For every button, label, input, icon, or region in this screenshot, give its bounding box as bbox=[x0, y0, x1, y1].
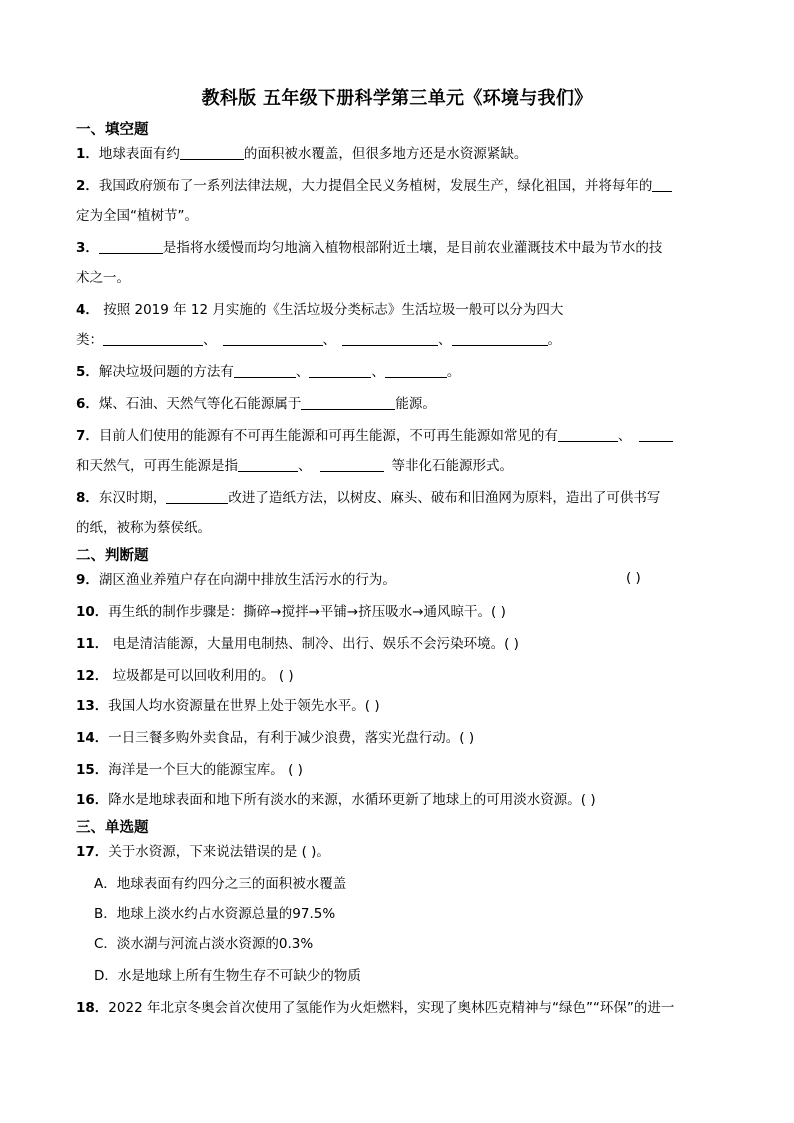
question-17 bbox=[76, 842, 330, 862]
question-text: 按照 2019 年 12 月实施的《生活垃圾分类标志》生活垃圾一般可以分为四大 bbox=[98, 302, 564, 318]
question-2-continued bbox=[76, 206, 198, 226]
answer-blank[interactable] bbox=[385, 363, 447, 378]
option-b[interactable]: B．地球上淡水约占水资源总量的97.5% bbox=[94, 906, 336, 922]
question-text: 的纸，被称为蔡侯纸。 bbox=[76, 520, 211, 536]
answer-blank[interactable] bbox=[309, 363, 371, 378]
question-number: 7． bbox=[76, 428, 99, 444]
question-text: 电是清洁能源，大量用电制热、制冷、出行、娱乐不会污染环境。( ) bbox=[108, 636, 519, 652]
question-number: 14． bbox=[76, 730, 109, 746]
question-15 bbox=[76, 760, 303, 780]
separator: 、 bbox=[438, 332, 452, 348]
question-text: 等非化石能源形式。 bbox=[391, 458, 513, 474]
separator: 。 bbox=[446, 364, 461, 380]
question-number: 3． bbox=[76, 240, 99, 256]
option-a[interactable]: A．地球表面有约四分之三的面积被水覆盖 bbox=[94, 876, 347, 892]
separator: 、 bbox=[203, 332, 217, 348]
answer-blank[interactable] bbox=[234, 363, 296, 378]
separator: 。 bbox=[547, 332, 561, 348]
question-11 bbox=[76, 634, 519, 654]
answer-blank[interactable] bbox=[223, 331, 323, 346]
question-text: 海洋是一个巨大的能源宝库。 ( ) bbox=[108, 762, 303, 778]
answer-blank[interactable] bbox=[320, 457, 384, 472]
separator: 、 bbox=[371, 364, 385, 380]
question-3 bbox=[76, 238, 662, 258]
question-text: 改进了造纸方法，以树皮、麻头、破布和旧渔网为原料，造出了可供书写 bbox=[228, 490, 661, 506]
question-3-continued bbox=[76, 268, 130, 288]
answer-blank[interactable] bbox=[558, 427, 618, 442]
question-text: 是指将水缓慢而均匀地滴入植物根部附近土壤，是目前农业灌溉技术中最为节水的技 bbox=[162, 240, 663, 256]
answer-blank[interactable] bbox=[652, 177, 672, 192]
answer-blank[interactable] bbox=[342, 331, 438, 346]
question-text: 关于水资源，下来说法错误的是 ( )。 bbox=[108, 844, 330, 860]
question-text: 再生纸的制作步骤是：撕碎→搅拌→平铺→挤压吸水→通风晾干。( ) bbox=[108, 604, 506, 620]
question-text: 解决垃圾问题的方法有 bbox=[98, 364, 234, 380]
question-number: 11． bbox=[76, 636, 109, 652]
question-text: 的面积被水覆盖，但很多地方还是水资源紧缺。 bbox=[243, 146, 528, 162]
answer-blank[interactable] bbox=[238, 457, 298, 472]
question-number: 1． bbox=[76, 146, 99, 162]
question-8-continued bbox=[76, 518, 211, 538]
question-text: 降水是地球表面和地下所有淡水的来源，水循环更新了地球上的可用淡水资源。( ) bbox=[108, 792, 596, 808]
question-text: 我国人均水资源量在世界上处于领先水平。( ) bbox=[108, 698, 380, 714]
question-text: 垃圾都是可以回收利用的。 ( ) bbox=[108, 668, 294, 684]
question-number: 4． bbox=[76, 302, 99, 318]
question-number: 6． bbox=[76, 396, 99, 412]
question-number: 13． bbox=[76, 698, 109, 714]
answer-blank[interactable] bbox=[452, 331, 548, 346]
question-13 bbox=[76, 696, 380, 716]
question-number: 18． bbox=[76, 1000, 109, 1016]
section-heading-fill-in: 一、填空题 bbox=[76, 122, 149, 138]
question-9 bbox=[76, 570, 396, 590]
question-text: 能源。 bbox=[395, 396, 436, 412]
separator: 、 bbox=[617, 428, 632, 444]
question-text: 目前人们使用的能源有不可再生能源和可再生能源，不可再生能源如常见的有 bbox=[98, 428, 558, 444]
question-10 bbox=[76, 602, 506, 622]
answer-blank[interactable] bbox=[166, 489, 228, 504]
question-text: 煤、石油、天然气等化石能源属于 bbox=[98, 396, 302, 412]
option-d[interactable]: D．水是地球上所有生物生存不可缺少的物质 bbox=[94, 968, 361, 984]
question-text: 一日三餐多购外卖食品，有利于减少浪费，落实光盘行动。( ) bbox=[108, 730, 475, 746]
question-12 bbox=[76, 666, 294, 686]
section-heading-single-choice: 三、单选题 bbox=[76, 820, 149, 836]
answer-blank[interactable] bbox=[180, 145, 244, 160]
separator: 、 bbox=[322, 332, 336, 348]
answer-blank[interactable] bbox=[639, 427, 673, 442]
question-4-continued bbox=[76, 330, 561, 350]
question-text: 地球表面有约 bbox=[98, 146, 180, 162]
question-text: 2022 年北京冬奥会首次使用了氢能作为火炬燃料，实现了奥林匹克精神与“绿色”“环保”的进一 bbox=[108, 1000, 675, 1016]
answer-blank[interactable] bbox=[99, 239, 163, 254]
question-number: 10． bbox=[76, 604, 109, 620]
question-number: 8． bbox=[76, 490, 99, 506]
question-7-continued bbox=[76, 456, 513, 476]
separator: 、 bbox=[298, 458, 312, 474]
question-8 bbox=[76, 488, 660, 508]
question-text: 术之一。 bbox=[76, 270, 130, 286]
section-heading-true-false: 二、判断题 bbox=[76, 548, 149, 564]
question-5 bbox=[76, 362, 460, 382]
question-14 bbox=[76, 728, 474, 748]
question-16 bbox=[76, 790, 596, 810]
question-number: 17． bbox=[76, 844, 109, 860]
answer-parentheses[interactable]: ( ) bbox=[626, 570, 641, 586]
question-4 bbox=[76, 300, 563, 320]
question-number: 12． bbox=[76, 668, 109, 684]
page-title: 教科版 五年级下册科学第三单元《环境与我们》 bbox=[201, 88, 593, 109]
answer-blank[interactable] bbox=[301, 395, 395, 410]
question-text: 定为全国“植树节”。 bbox=[76, 208, 198, 224]
question-7 bbox=[76, 426, 673, 446]
question-text: 我国政府颁布了一系列法律法规，大力提倡全民义务植树，发展生产，绿化祖国，并将每年的 bbox=[98, 178, 653, 194]
answer-blank[interactable] bbox=[103, 331, 203, 346]
question-number: 9． bbox=[76, 572, 99, 588]
question-2 bbox=[76, 176, 672, 196]
question-number: 15． bbox=[76, 762, 109, 778]
option-c[interactable]: C．淡水湖与河流占淡水资源的0.3% bbox=[94, 936, 314, 952]
question-number: 16． bbox=[76, 792, 109, 808]
question-1 bbox=[76, 144, 527, 164]
question-6 bbox=[76, 394, 436, 414]
question-text: 和天然气，可再生能源是指 bbox=[76, 458, 238, 474]
question-number: 2． bbox=[76, 178, 99, 194]
question-number: 5． bbox=[76, 364, 99, 380]
question-text: 湖区渔业养殖户存在向湖中排放生活污水的行为。 bbox=[98, 572, 396, 588]
question-text: 类： bbox=[76, 332, 103, 348]
separator: 、 bbox=[295, 364, 310, 380]
question-text: 东汉时期， bbox=[98, 490, 167, 506]
question-18 bbox=[76, 998, 674, 1018]
